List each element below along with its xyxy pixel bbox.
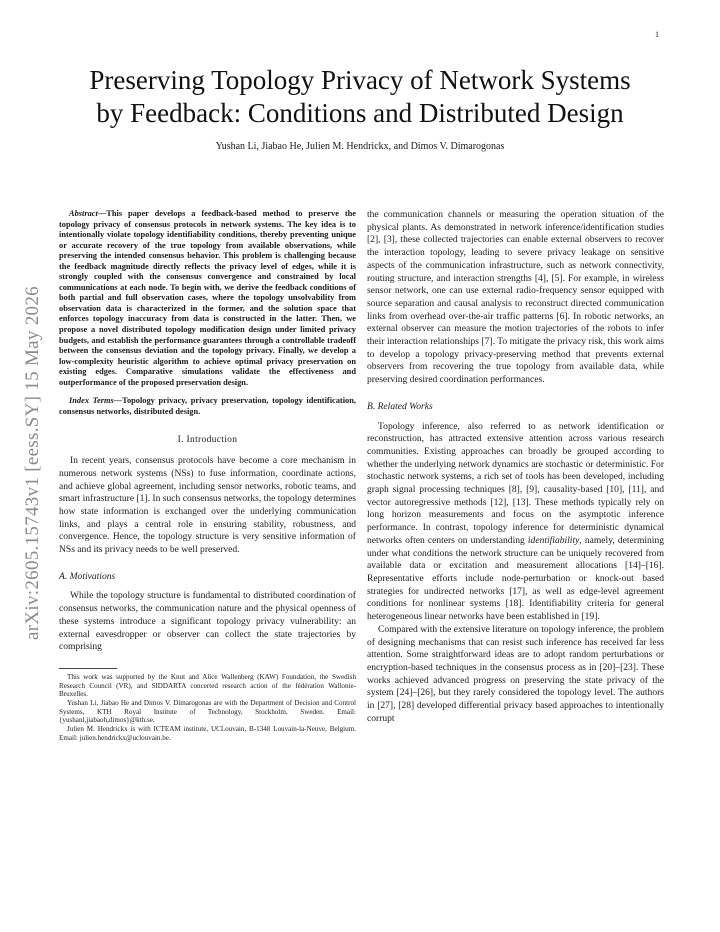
motivations-continued-paragraph: the communication channels or measuring the operation situation of the physical plants. As demonstrated in network inference/identification studies [2], [3], these collected trajectories can enable external observers to recover the interaction topology, leading to severe privacy leakage on sensitive aspects of the communication infrastructure, such as network connectivity, routing structure, and interaction strengths [4], [5]. For example, in wireless sensor network, one can use external radio-frequency sensor equipped with source separation and causal analysis to reconstruct directed communication links from overhead over-the-air traffic patterns [6]. In robotic networks, an external observer can measure the motion trajectories of the robots to infer their interaction relationships [7]. To mitigate the privacy risk, this work aims to develop a topology privacy-preserving method that prevents external observers from recovering the true topology from available data, while preserving desired coordination performances. bbox=[367, 209, 664, 386]
paper-title bbox=[60, 64, 660, 130]
index-terms-label: Index Terms bbox=[69, 396, 114, 406]
related-works-paragraph-1 bbox=[367, 421, 664, 624]
footnote-funding: This work was supported by the Knut and Alice Wallenberg (KAW) Foundation, the Swedish Research Council (VR), and SIDDARTA concerted research action of the fédération Wallonie-Bruxelles. bbox=[59, 672, 356, 699]
arxiv-identifier-stamp: arXiv:2605.15743v1 [eess.SY] 15 May 2026 bbox=[22, 286, 43, 640]
footnote-affiliation-kth: Yushan Li, Jiabao He and Dimos V. Dimarogonas are with the Department of Decision and Control Systems, KTH Royal Institute of Technology, Stockholm, Sweden. Email: {yushanl,jiabaoh,dimos}@kth.se. bbox=[59, 699, 356, 725]
left-column bbox=[59, 209, 356, 743]
identifiability-emphasis: identifiability bbox=[527, 534, 580, 546]
title-line-1: Preserving Topology Privacy of Network Systems bbox=[89, 65, 631, 95]
page-number: 1 bbox=[655, 30, 659, 39]
index-terms bbox=[59, 396, 356, 417]
footnote-divider bbox=[59, 668, 117, 669]
abstract-text: —This paper develops a feedback-based method to preserve the topology privacy of consensus protocols in network systems. The key idea is to intentionally violate topology identifiability conditions, thereby preventing unique or accurate recovery of the true topology from available observations, while preserving the intended consensus behavior. This problem is challenging because the feedback magnitude directly reflects the privacy level of edges, while it is strongly coupled with the consensus convergence and constrained by local communications at each node. To begin with, we derive the feedback conditions of both partial and full observation cases, where the topology unsolvability from observation data is characterized in the former, and the solution space that enforces topology inaccuracy from data is constructed in the latter. Then, we propose a novel distributed topology modification design under limited privacy budgets, and establish the performance guarantees through a controllable tradeoff between the consensus deviation and the topology privacy. Finally, we develop a low-complexity heuristic algorithm to achieve optimal privacy preservation on existing edges. Comparative simulations validate the effectiveness and outperformance of the proposed preservation design. bbox=[59, 209, 356, 387]
related-works-paragraph-2: Compared with the extensive literature on topology inference, the problem of designing mechanisms that can resist such inference has received far less attention. Some straightforward ideas are to adopt random perturbations or encryption-based techniques in the consensus process as in [20]–[23]. These works achieved advanced progress on preserving the state privacy of the system [24]–[26], but they rarely considered the topology level. The authors in [27], [28] developed differential privacy based approaches to intentionally corrupt bbox=[367, 623, 664, 724]
index-terms-text: —Topology privacy, privacy preservation, topology identification, consensus networks, distributed design. bbox=[59, 396, 356, 416]
introduction-paragraph: In recent years, consensus protocols have become a core mechanism in numerous network systems (NSs) to fuse information, coordinate actions, and achieve global agreement, including sensor networks, robotic teams, and smart infrastructure [1]. In such consensus networks, the topology determines how state information is exchanged over the underlying communication links, and plays a central role in ensuring stability, robustness, and convergence. Hence, the topology structure is very sensitive information of NSs and its privacy needs to be well preserved. bbox=[59, 455, 356, 556]
related-works-text-a: Topology inference, also referred to as network identification or reconstruction, has attracted extensive attention across various research communities. Existing approaches can broadly be grouped according to whether the underlying network dynamics are stochastic or deterministic. For stochastic network systems, a rich set of tools has been developed, including graph signal processing techniques [8], [9], causality-based [10], [11], and vector autoregressive methods [12], [13]. These methods typically rely on long horizon measurements and focus on the asymptotic inference performance. In contrast, topology inference for deterministic dynamical networks often centers on understanding bbox=[367, 420, 664, 546]
title-line-2: by Feedback: Conditions and Distributed Design bbox=[96, 98, 624, 128]
right-column bbox=[367, 209, 664, 725]
related-works-text-b: , namely, determining under what conditions the network structure can be uniquely recovered from available data or excitation and measurement allocations [14]–[16]. Representative efforts include node-perturbation or knock-out based strategies for undirected networks [17], as well as edge-level agreement conditions for nonlinear systems [18]. Identifiability criteria for general heterogeneous linear networks have been established in [19]. bbox=[367, 534, 664, 623]
motivations-paragraph: While the topology structure is fundamental to distributed coordination of consensus networks, the communication nature and the physical openness of these systems introduce a significant topology privacy vulnerability: an external eavesdropper or observer can collect the state trajectories by comprising bbox=[59, 590, 356, 653]
footnote-affiliation-uclouvain: Julien M. Hendrickx is with ICTEAM institute, UCLouvain, B-1348 Louvain-la-Neuve, Belgium. Email: julien.hendrickx@uclouvain.be. bbox=[59, 725, 356, 742]
abstract-label: Abstract bbox=[69, 209, 98, 218]
abstract bbox=[59, 209, 356, 388]
author-list: Yushan Li, Jiabao He, Julien M. Hendrickx, and Dimos V. Dimarogonas bbox=[215, 141, 505, 152]
subsection-heading-related-works: B. Related Works bbox=[367, 400, 433, 412]
section-heading-introduction: I. Introduction bbox=[177, 434, 238, 446]
subsection-heading-motivations: A. Motivations bbox=[59, 570, 116, 582]
